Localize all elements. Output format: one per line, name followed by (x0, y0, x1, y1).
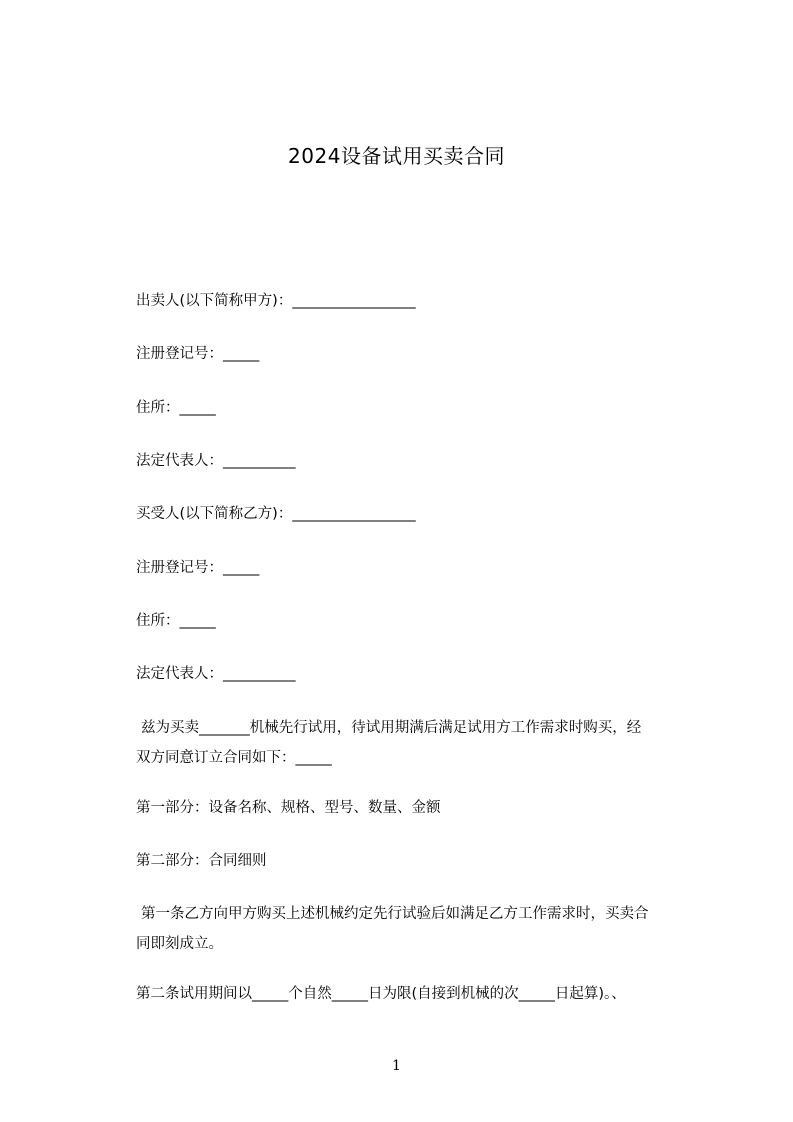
document-title: 2024设备试用买卖合同 (288, 144, 505, 168)
intro-line-2: 双方同意订立合同如下：_____ (136, 750, 332, 766)
article-two-line: 第二条试用期间以_____个自然_____日为限(自接到机械的次_____日起算)。、 (136, 986, 626, 1002)
seller-name-line: 出卖人(以下简称甲方)：_________________ (136, 293, 416, 309)
buyer-registration-line: 注册登记号：_____ (136, 560, 260, 576)
seller-registration-line: 注册登记号：_____ (136, 346, 260, 362)
intro-line-1: 兹为买卖_______机械先行试用，待试用期满后满足试用方工作需求时购买，经 (141, 720, 642, 736)
page-number: 1 (392, 1058, 401, 1074)
seller-address-line: 住所：_____ (136, 400, 216, 416)
buyer-representative-line: 法定代表人：__________ (136, 666, 296, 682)
article-one-paragraph (136, 899, 704, 959)
part-two-heading: 第二部分：合同细则 (136, 853, 267, 869)
part-one-heading: 第一部分：设备名称、规格、型号、数量、金额 (136, 800, 441, 816)
buyer-address-line: 住所：_____ (136, 613, 216, 629)
seller-representative-line: 法定代表人：__________ (136, 453, 296, 469)
intro-paragraph (136, 713, 704, 773)
buyer-name-line: 买受人(以下简称乙方)：_________________ (136, 506, 416, 522)
article-one-line-1: 第一条乙方向甲方购买上述机械约定先行试验后如满足乙方工作需求时，买卖合 (141, 906, 649, 922)
article-one-line-2: 同即刻成立。 (136, 936, 223, 952)
